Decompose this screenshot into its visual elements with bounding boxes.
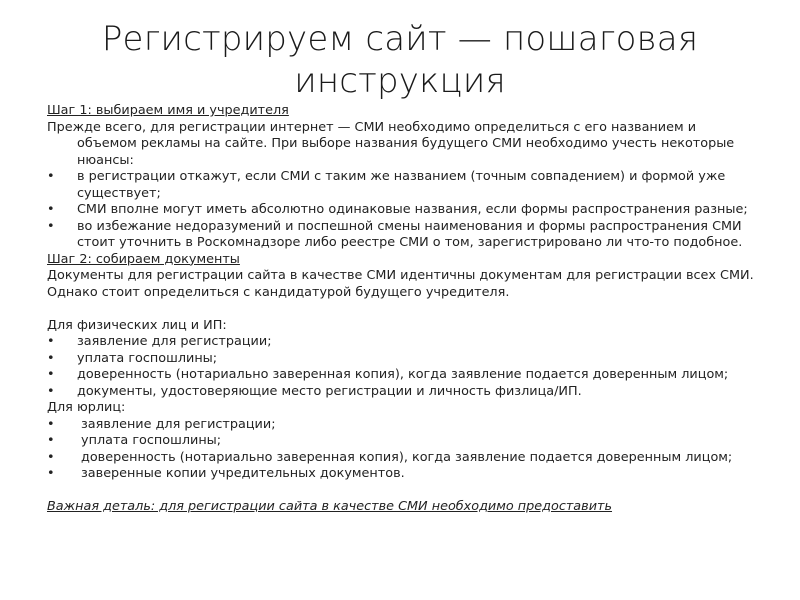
- step1-intro: Прежде всего, для регистрации интернет — СМИ необходимо определиться с его названием и объемом рекламы на сайте. При выборе названия будущего СМИ необходимо учесть некоторые нюансы:: [47, 119, 735, 168]
- spacer: [47, 483, 759, 500]
- list-item: • СМИ вполне могут иметь абсолютно одинаковые названия, если формы распространения разные;: [47, 202, 759, 219]
- spacer: [47, 301, 759, 318]
- list-item: • уплата госпошлины;: [47, 433, 759, 450]
- legal-label: Для юрлиц:: [47, 400, 126, 415]
- list-item: • заявление для регистрации;: [47, 334, 759, 351]
- list-item: • заверенные копии учредительных документов.: [47, 466, 759, 483]
- list-item: • заявление для регистрации;: [47, 417, 759, 434]
- step2-heading: Шаг 2: собираем документы: [47, 251, 240, 267]
- list-item: • доверенность (нотариально заверенная копия), когда заявление подается доверенным лицом;: [47, 450, 759, 467]
- list-item: • уплата госпошлины;: [47, 351, 759, 368]
- list-item: • доверенность (нотариально заверенная копия), когда заявление подается доверенным лицом;: [47, 367, 759, 384]
- individuals-label: Для физических лиц и ИП:: [47, 317, 227, 333]
- slide-body: [47, 103, 759, 516]
- list-item: • документы, удостоверяющие место регистрации и личность физлица/ИП.: [47, 384, 759, 401]
- list-item: • в регистрации откажут, если СМИ с таким же названием (точным совпадением) и формой уже существует;: [47, 169, 759, 202]
- step2-intro: Документы для регистрации сайта в качестве СМИ идентичны документам для регистрации всех СМИ. Однако стоит определиться с кандидатурой будущего учредителя.: [47, 268, 754, 300]
- step1-heading: Шаг 1: выбираем имя и учредителя: [47, 103, 289, 118]
- slide-title: Регистрируем сайт — пошаговая инструкция: [101, 19, 699, 101]
- footer-note: Важная деталь: для регистрации сайта в качестве СМИ необходимо предоставить: [47, 499, 613, 514]
- list-item: • во избежание недоразумений и поспешной смены наименования и формы распространения СМИ стоит уточнить в Роскомнадзоре либо реестре СМИ о том, зарегистрировано ли что-то подобное.: [47, 219, 759, 252]
